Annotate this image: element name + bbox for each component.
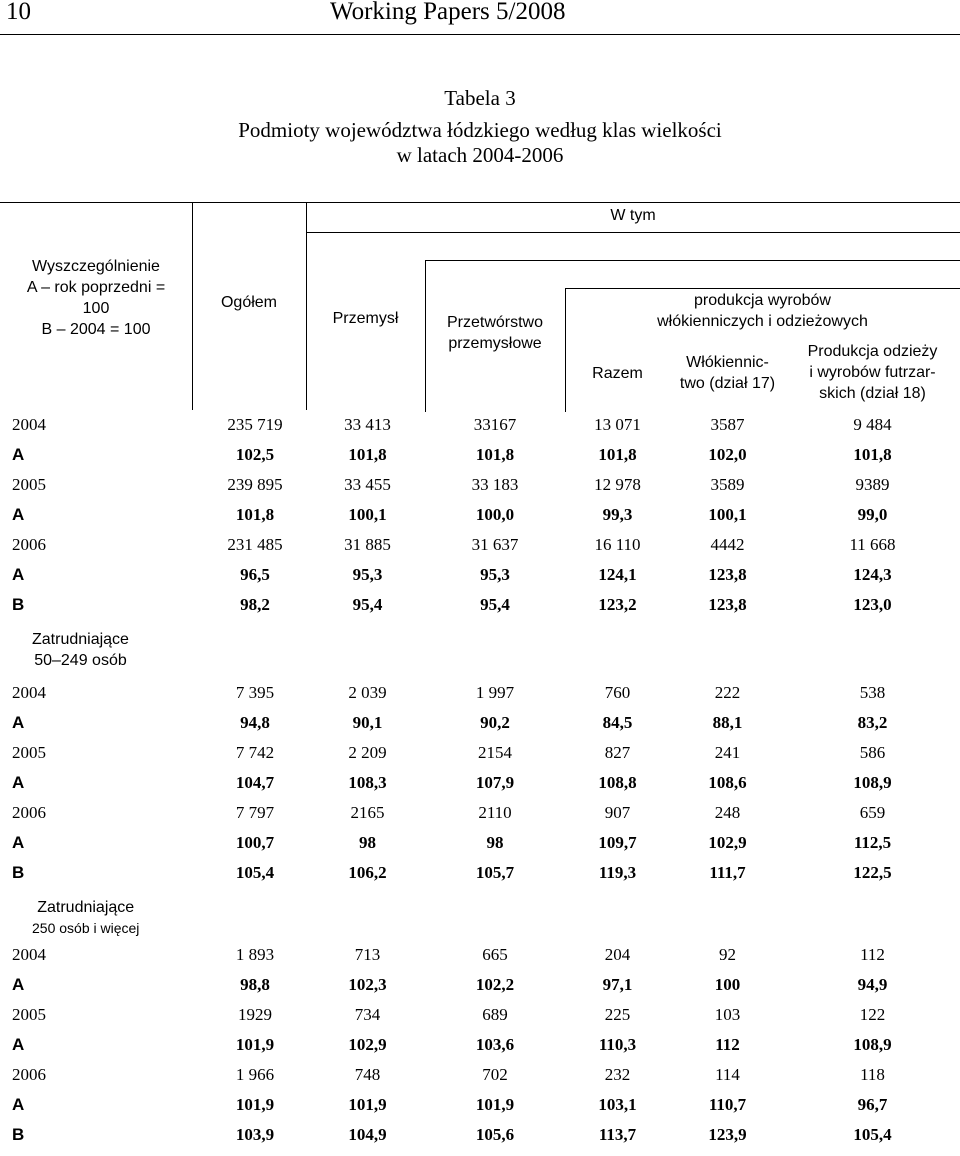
table-cell: 123,8	[708, 565, 747, 584]
table-cell: 2154	[478, 743, 512, 762]
row-label: B	[12, 595, 25, 614]
header-spec: Wyszczególnienie A – rok poprzedni = 100 B – 2004 = 100	[26, 258, 166, 338]
header-razem: Razem	[592, 365, 643, 382]
section-label-large: Zatrudniające 250 osób i więcej	[32, 899, 140, 936]
table-cell: 110,3	[598, 1035, 637, 1054]
table-row	[0, 708, 960, 738]
row-label: A	[12, 975, 25, 994]
table-cell: 119,3	[598, 863, 637, 882]
table-cell: 241	[714, 743, 741, 762]
table-cell: 702	[482, 1065, 508, 1084]
table-row	[0, 470, 960, 500]
table-cell: 94,9	[857, 975, 888, 994]
table-cell: 225	[604, 1005, 631, 1024]
row-label: 2004	[12, 683, 46, 702]
table-cell: 101,8	[348, 445, 387, 464]
table-cell: 102,9	[708, 833, 747, 852]
row-label: 2005	[12, 1005, 46, 1024]
table-cell: 95,3	[480, 565, 510, 584]
table-cell: 100	[714, 975, 741, 994]
table-cell: 12 978	[594, 475, 641, 494]
table-cell: 112	[860, 945, 885, 964]
table-cell: 96,7	[857, 1095, 888, 1114]
table-cell: 106,2	[348, 863, 387, 882]
table-cell: 98	[359, 833, 376, 852]
table-cell: 2 209	[348, 743, 387, 762]
table-cell: 105,6	[475, 1125, 515, 1144]
table-cell: 586	[859, 743, 886, 762]
table-titles	[0, 86, 960, 168]
table-cell: 748	[354, 1065, 381, 1084]
table-cell: 538	[859, 683, 886, 702]
table-row	[0, 1120, 960, 1150]
table-cell: 112	[715, 1035, 740, 1054]
table-cell: 100,1	[348, 505, 387, 524]
table-cell: 103,9	[235, 1125, 275, 1144]
table-cell: 31 885	[344, 535, 391, 554]
table-cell: 102,3	[348, 975, 387, 994]
table-cell: 2110	[478, 803, 512, 822]
table-cell: 3589	[710, 475, 745, 494]
table-cell: 108,9	[853, 1035, 892, 1054]
table-row	[0, 500, 960, 530]
table-cell: 108,6	[708, 773, 747, 792]
table-cell: 33 455	[344, 475, 391, 494]
table-cell: 122,5	[853, 863, 892, 882]
table-cell: 95,3	[352, 565, 383, 584]
table-cell: 103,6	[475, 1035, 515, 1054]
table-cell: 90,1	[352, 713, 383, 732]
table-cell: 2165	[350, 803, 385, 822]
table-cell: 102,2	[475, 975, 515, 994]
table-cell: 84,5	[602, 713, 633, 732]
table-row	[0, 560, 960, 590]
table-cell: 3587	[710, 415, 745, 434]
row-label: 2005	[12, 475, 46, 494]
header-divider	[306, 203, 307, 410]
row-label: 2005	[12, 743, 46, 762]
table-cell: 103,1	[598, 1095, 637, 1114]
table-cell: 101,9	[475, 1095, 515, 1114]
row-label: A	[12, 713, 25, 732]
table-row	[0, 738, 960, 768]
row-label: 2006	[12, 1065, 46, 1084]
page-header	[0, 0, 960, 35]
table-cell: 98,2	[240, 595, 270, 614]
table-cell: 114	[715, 1065, 740, 1084]
table-cell: 101,9	[235, 1035, 275, 1054]
table-cell: 122	[859, 1005, 886, 1024]
table-cell: 1 893	[235, 945, 275, 964]
table-row	[0, 530, 960, 560]
table-cell: 101,8	[475, 445, 515, 464]
row-label: A	[12, 505, 25, 524]
table-cell: 665	[482, 945, 508, 964]
table-cell: 231 485	[227, 535, 283, 554]
table-cell: 101,8	[853, 445, 892, 464]
table-cell: 124,1	[598, 565, 637, 584]
table-title-line2: w latach 2004-2006	[396, 143, 564, 167]
table-cell: 112,5	[853, 833, 892, 852]
table-cell: 101,8	[235, 505, 275, 524]
row-label: A	[12, 773, 25, 792]
page-number: 10	[6, 0, 31, 25]
table-cell: 33167	[473, 415, 517, 434]
table-cell: 102,5	[235, 445, 275, 464]
table-row	[0, 940, 960, 970]
table-row	[0, 1000, 960, 1030]
table-cell: 9 484	[853, 415, 892, 434]
table-cell: 9389	[855, 475, 890, 494]
row-label: A	[12, 565, 25, 584]
table-cell: 83,2	[857, 713, 888, 732]
row-label: 2004	[12, 945, 46, 964]
table-row	[0, 768, 960, 798]
table-row	[0, 858, 960, 888]
header-div18: Produkcja odzieży i wyrobów futrzar- skich (dział 18)	[807, 343, 938, 402]
header-w-tym: W tym	[610, 207, 656, 224]
row-label: A	[12, 833, 25, 852]
table-row	[0, 1090, 960, 1120]
table-row	[0, 440, 960, 470]
table-cell: 33 413	[344, 415, 391, 434]
table-cell: 111,7	[709, 863, 746, 882]
row-label: 2006	[12, 803, 46, 822]
table-cell: 123,0	[853, 595, 892, 614]
table-cell: 239 895	[227, 475, 283, 494]
table-cell: 222	[714, 683, 741, 702]
table-cell: 92	[719, 945, 736, 964]
table-cell: 4442	[710, 535, 745, 554]
table-cell: 94,8	[240, 713, 270, 732]
table-row	[0, 678, 960, 708]
table-cell: 659	[859, 803, 886, 822]
table-cell: 101,8	[598, 445, 637, 464]
table-cell: 16 110	[594, 535, 641, 554]
table-cell: 7 797	[235, 803, 275, 822]
header-divider	[565, 288, 960, 289]
table-cell: 105,4	[235, 863, 275, 882]
section-label-medium: Zatrudniające 50–249 osób	[32, 631, 129, 669]
table-cell: 713	[354, 945, 381, 964]
table-cell: 31 637	[471, 535, 519, 554]
table-cell: 235 719	[227, 415, 283, 434]
table-row	[0, 410, 960, 440]
table-cell: 102,0	[708, 445, 747, 464]
table-cell: 7 395	[235, 683, 275, 702]
table-cell: 232	[604, 1065, 631, 1084]
table-cell: 99,3	[602, 505, 633, 524]
table-row	[0, 970, 960, 1000]
table-title-line1: Podmioty województwa łódzkiego według klas wielkości	[238, 118, 722, 142]
table-cell: 11 668	[849, 535, 896, 554]
table-cell: 104,7	[235, 773, 275, 792]
table-cell: 95,4	[480, 595, 510, 614]
table-cell: 103	[714, 1005, 741, 1024]
table-row	[0, 1060, 960, 1090]
table-cell: 1 997	[475, 683, 515, 702]
table-cell: 204	[604, 945, 631, 964]
table-cell: 101,9	[235, 1095, 275, 1114]
table-label: Tabela 3	[444, 86, 516, 110]
table-cell: 108,3	[348, 773, 387, 792]
table-cell: 98,8	[240, 975, 270, 994]
table-cell: 123,9	[708, 1125, 747, 1144]
table-cell: 734	[354, 1005, 381, 1024]
publication-title: Working Papers 5/2008	[330, 0, 566, 25]
table-cell: 98	[486, 833, 504, 852]
header-divider	[425, 260, 960, 261]
table-cell: 33 183	[471, 475, 519, 494]
table-cell: 101,9	[348, 1095, 387, 1114]
table-row	[0, 798, 960, 828]
table-cell: 102,9	[348, 1035, 387, 1054]
header-textiles: produkcja wyrobów włókienniczych i odzieżowych	[657, 292, 868, 330]
table-cell: 108,9	[853, 773, 892, 792]
header-industry: Przemysł	[332, 310, 399, 327]
table-cell: 100,7	[235, 833, 275, 852]
table-cell: 99,0	[857, 505, 888, 524]
row-label: 2004	[12, 415, 46, 434]
table-cell: 1 966	[235, 1065, 275, 1084]
row-label: A	[12, 445, 25, 464]
table-cell: 97,1	[602, 975, 633, 994]
table-cell: 110,7	[708, 1095, 747, 1114]
row-label: A	[12, 1095, 25, 1114]
header-manufacturing: Przetwórstwo przemysłowe	[446, 314, 544, 352]
header-divider	[306, 232, 960, 233]
table-cell: 248	[714, 803, 741, 822]
row-label: 2006	[12, 535, 46, 554]
table-cell: 118	[860, 1065, 885, 1084]
table-cell: 100,1	[708, 505, 747, 524]
header-total: Ogółem	[220, 294, 278, 311]
table-cell: 123,2	[598, 595, 637, 614]
table-top-rule	[0, 202, 960, 203]
table-cell: 88,1	[712, 713, 743, 732]
row-label: B	[12, 863, 25, 882]
row-label: A	[12, 1035, 25, 1054]
table-cell: 1929	[238, 1005, 272, 1024]
table-cell: 123,8	[708, 595, 747, 614]
table-cell: 108,8	[598, 773, 637, 792]
table-cell: 100,0	[475, 505, 515, 524]
table-cell: 107,9	[475, 773, 515, 792]
table-cell: 124,3	[853, 565, 892, 584]
table-cell: 7 742	[235, 743, 275, 762]
table-cell: 13 071	[594, 415, 641, 434]
table-cell: 105,7	[475, 863, 515, 882]
table-cell: 2 039	[348, 683, 387, 702]
table-cell: 90,2	[480, 713, 510, 732]
table-cell: 689	[482, 1005, 508, 1024]
table-cell: 105,4	[853, 1125, 892, 1144]
table-row	[0, 590, 960, 620]
table-cell: 109,7	[598, 833, 637, 852]
table-cell: 95,4	[352, 595, 383, 614]
table-cell: 827	[604, 743, 631, 762]
table-cell: 104,9	[348, 1125, 387, 1144]
table-cell: 907	[604, 803, 631, 822]
header-div17: Włókiennic- two (dział 17)	[679, 354, 776, 392]
table-cell: 96,5	[240, 565, 270, 584]
table-cell: 113,7	[598, 1125, 637, 1144]
table-cell: 760	[604, 683, 631, 702]
table-row	[0, 828, 960, 858]
table-row	[0, 1030, 960, 1060]
row-label: B	[12, 1125, 25, 1144]
